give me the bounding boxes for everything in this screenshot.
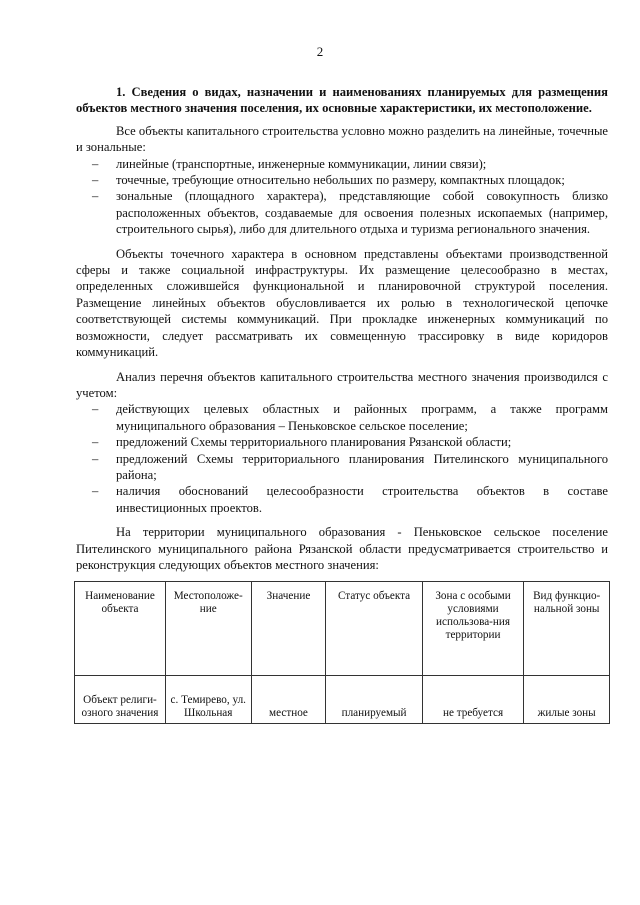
table-header-row [75,582,610,676]
list-item: – зональные (площадного характера), представляющие собой совокупность близко расположенных объектов, создаваемые для освоения полезных ископаемых (например, строительного сырья), либо для длительного отдыха и туризма регионального значения. [76,188,608,237]
header-name: Наименование объекта [75,582,166,676]
list-item: – наличия обоснований целесообразности строительства объектов в составе инвестиционных проектов. [76,483,608,516]
cell-functional-zone: жилые зоны [524,676,610,724]
list-item: – точечные, требующие относительно небольших по размеру, компактных площадок; [76,172,608,188]
list-item: – предложений Схемы территориального планирования Пителинского муниципального района; [76,451,608,484]
list-item: – предложений Схемы территориального планирования Рязанской области; [76,434,608,450]
cell-location: с. Темирево, ул. Школьная [165,676,251,724]
header-functional-zone: Вид функцио-нальной зоны [524,582,610,676]
list-item: – действующих целевых областных и районных программ, а также программ муниципального образования – Пеньковское сельское поселение; [76,401,608,434]
cell-name: Объект религи-озного значения [75,676,166,724]
object-types-list [76,156,608,238]
analysis-intro: Анализ перечня объектов капитального строительства местного значения производился с учетом: [76,369,608,400]
header-location: Местоположе-ние [165,582,251,676]
header-significance: Значение [251,582,326,676]
cell-significance: местное [251,676,326,724]
cell-special-zone: не требуется [422,676,524,724]
analysis-list [76,401,608,516]
table-row [75,676,610,724]
territory-paragraph: На территории муниципального образования - Пеньковское сельское поселение Пителинского муниципального района Рязанской области предусматривается строительство и реконструкция следующих объектов местного значения: [76,525,608,572]
document-body [76,84,608,724]
objects-table [74,581,610,724]
intro-paragraph: Все объекты капитального строительства условно можно разделить на линейные, точечные и зональные: [76,123,608,155]
header-status: Статус объекта [326,582,422,676]
point-objects-paragraph: Объекты точечного характера в основном представлены объектами производственной сферы и также социальной инфраструктуры. Их размещение целесообразно в местах, определенных сложившейся функциональной и планировочной структурой поселения. Размещение линейных объектов обусловливается их ролью в технологической цепочке соответствующей системы коммуникаций. При прокладке инженерных коммуникаций по возможности, следует рассматривать их совмещенную трассировку в виде коридоров коммуникаций. [76,246,608,360]
page-number: 2 [316,44,324,59]
section-heading: 1. Сведения о видах, назначении и наименованиях планируемых для размещения объектов местного значения поселения, их основные характеристики, их местоположение. [76,85,608,116]
header-special-zone: Зона с особыми условиями использова-ния территории [422,582,524,676]
list-item: – линейные (транспортные, инженерные коммуникации, линии связи); [76,156,608,172]
cell-status: планируемый [326,676,422,724]
